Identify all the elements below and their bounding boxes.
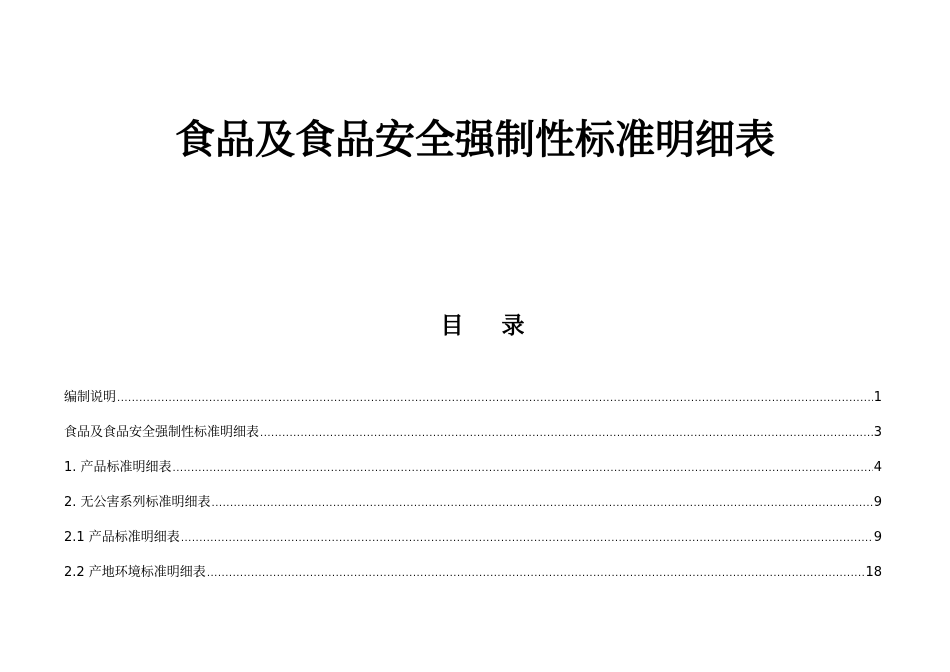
toc-page-number: 1 [873, 390, 882, 405]
toc-entry-label: 食品及食品安全强制性标准明细表 [64, 425, 260, 440]
toc-heading-right: 录 [501, 312, 525, 339]
toc-heading-left: 目 [440, 312, 464, 339]
toc-entry-label: 2. 无公害系列标准明细表 [64, 495, 211, 510]
toc-entry-pollution-free-series[interactable] [64, 491, 882, 526]
toc-entry-compilation-notes[interactable] [64, 386, 882, 421]
toc-heading [0, 310, 950, 342]
toc-entry-label: 2.1 产品标准明细表 [64, 530, 180, 545]
toc-dot-leader [181, 527, 873, 551]
toc-page-number: 4 [873, 460, 882, 475]
toc-dot-leader [117, 387, 873, 411]
toc-list [64, 386, 882, 596]
toc-entry-product-standards[interactable] [64, 456, 882, 491]
toc-page-number: 3 [873, 425, 882, 440]
toc-page-number: 9 [873, 530, 882, 545]
toc-dot-leader [173, 457, 873, 481]
toc-dot-leader [260, 422, 873, 446]
toc-entry-pollution-free-products[interactable] [64, 526, 882, 561]
toc-page-number: 18 [865, 565, 882, 580]
toc-entry-label: 编制说明 [64, 390, 117, 405]
document-title: 食品及食品安全强制性标准明细表 [175, 116, 775, 163]
toc-page-number: 9 [873, 495, 882, 510]
toc-entry-mandatory-standards[interactable] [64, 421, 882, 456]
toc-entry-label: 2.2 产地环境标准明细表 [64, 565, 206, 580]
toc-dot-leader [207, 562, 865, 586]
toc-entry-production-environment[interactable] [64, 561, 882, 596]
toc-entry-label: 1. 产品标准明细表 [64, 460, 172, 475]
toc-dot-leader [212, 492, 873, 516]
